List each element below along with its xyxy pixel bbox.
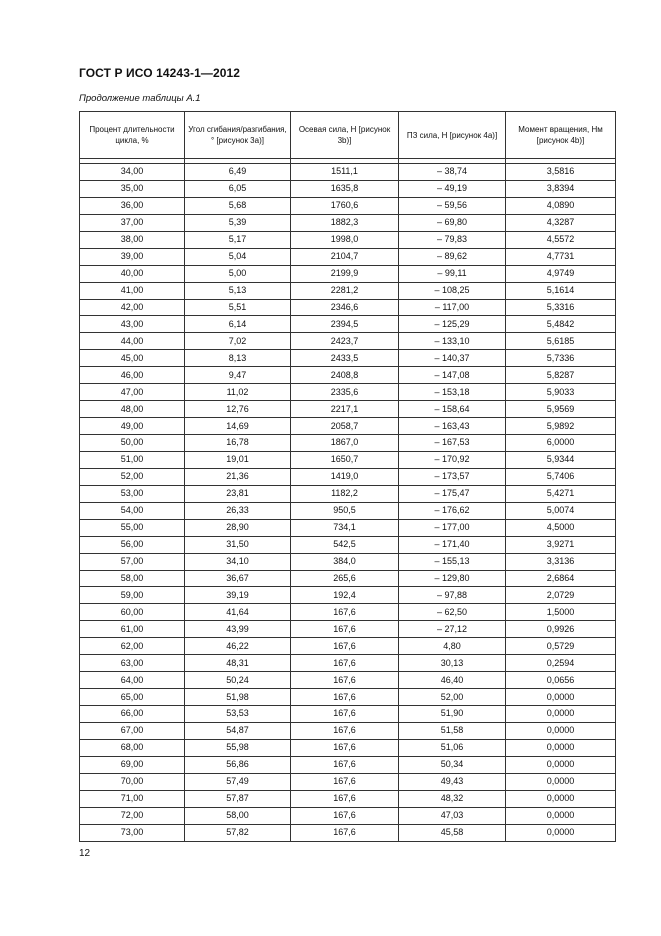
cell-flexion-angle: 53,53 — [185, 706, 291, 723]
cell-ap-force: – 59,56 — [399, 197, 506, 214]
cell-flexion-angle: 5,39 — [185, 214, 291, 231]
cell-axial-force: 734,1 — [291, 519, 399, 536]
cell-torque: 5,7406 — [506, 468, 616, 485]
cell-flexion-angle: 5,00 — [185, 265, 291, 282]
cell-ap-force: – 153,18 — [399, 384, 506, 401]
table-row — [80, 587, 616, 604]
table-row — [80, 553, 616, 570]
cell-cycle-percent: 61,00 — [80, 621, 185, 638]
cell-torque: 2,0729 — [506, 587, 616, 604]
cell-ap-force: – 147,08 — [399, 367, 506, 384]
table-row — [80, 350, 616, 367]
table-row — [80, 689, 616, 706]
table-row — [80, 384, 616, 401]
cell-axial-force: 167,6 — [291, 773, 399, 790]
table-row — [80, 418, 616, 435]
cell-torque: 0,0000 — [506, 689, 616, 706]
cell-flexion-angle: 16,78 — [185, 435, 291, 452]
cell-ap-force: 50,34 — [399, 756, 506, 773]
cell-cycle-percent: 36,00 — [80, 197, 185, 214]
cell-flexion-angle: 5,68 — [185, 197, 291, 214]
cell-axial-force: 1882,3 — [291, 214, 399, 231]
table-row — [80, 468, 616, 485]
cell-torque: 0,0000 — [506, 722, 616, 739]
cell-ap-force: – 133,10 — [399, 333, 506, 350]
cell-axial-force: 2335,6 — [291, 384, 399, 401]
cell-cycle-percent: 41,00 — [80, 282, 185, 299]
cell-torque: 1,5000 — [506, 604, 616, 621]
table-row — [80, 435, 616, 452]
cell-torque: 0,0656 — [506, 672, 616, 689]
cell-torque: 0,5729 — [506, 638, 616, 655]
cell-cycle-percent: 50,00 — [80, 435, 185, 452]
table-row — [80, 536, 616, 553]
table-row — [80, 655, 616, 672]
cell-flexion-angle: 6,14 — [185, 316, 291, 333]
cell-cycle-percent: 45,00 — [80, 350, 185, 367]
table-row — [80, 401, 616, 418]
cell-cycle-percent: 49,00 — [80, 418, 185, 435]
cell-torque: 0,0000 — [506, 773, 616, 790]
cell-cycle-percent: 43,00 — [80, 316, 185, 333]
table-row — [80, 790, 616, 807]
cell-cycle-percent: 54,00 — [80, 502, 185, 519]
cell-cycle-percent: 73,00 — [80, 824, 185, 841]
cell-flexion-angle: 6,49 — [185, 164, 291, 181]
cell-cycle-percent: 52,00 — [80, 468, 185, 485]
cell-axial-force: 167,6 — [291, 604, 399, 621]
cell-flexion-angle: 12,76 — [185, 401, 291, 418]
page-number: 12 — [79, 848, 91, 859]
cell-torque: 5,8287 — [506, 367, 616, 384]
column-header-axial-force: Осевая сила, Н [рисунок 3b)] — [291, 112, 399, 159]
cell-torque: 5,9569 — [506, 401, 616, 418]
table-row — [80, 773, 616, 790]
cell-cycle-percent: 71,00 — [80, 790, 185, 807]
cell-axial-force: 2346,6 — [291, 299, 399, 316]
cell-flexion-angle: 46,22 — [185, 638, 291, 655]
column-header-ap-force: ПЗ сила, Н [рисунок 4a)] — [399, 112, 506, 159]
cell-flexion-angle: 50,24 — [185, 672, 291, 689]
cell-flexion-angle: 56,86 — [185, 756, 291, 773]
cell-cycle-percent: 62,00 — [80, 638, 185, 655]
cell-ap-force: – 69,80 — [399, 214, 506, 231]
cell-cycle-percent: 38,00 — [80, 231, 185, 248]
cell-ap-force: 45,58 — [399, 824, 506, 841]
cell-ap-force: 51,58 — [399, 722, 506, 739]
cell-flexion-angle: 11,02 — [185, 384, 291, 401]
cell-ap-force: – 170,92 — [399, 451, 506, 468]
cell-flexion-angle: 57,87 — [185, 790, 291, 807]
cell-ap-force: – 99,11 — [399, 265, 506, 282]
cell-ap-force: 4,80 — [399, 638, 506, 655]
cell-cycle-percent: 37,00 — [80, 214, 185, 231]
cell-torque: 3,3136 — [506, 553, 616, 570]
table-row — [80, 621, 616, 638]
cell-axial-force: 1182,2 — [291, 485, 399, 502]
cell-flexion-angle: 57,49 — [185, 773, 291, 790]
cell-cycle-percent: 66,00 — [80, 706, 185, 723]
table-row — [80, 485, 616, 502]
table-row — [80, 231, 616, 248]
table-row — [80, 282, 616, 299]
cell-ap-force: – 177,00 — [399, 519, 506, 536]
cell-ap-force: 51,06 — [399, 739, 506, 756]
cell-flexion-angle: 48,31 — [185, 655, 291, 672]
cell-axial-force: 2058,7 — [291, 418, 399, 435]
cell-ap-force: – 38,74 — [399, 164, 506, 181]
cell-axial-force: 384,0 — [291, 553, 399, 570]
cell-flexion-angle: 6,05 — [185, 180, 291, 197]
cell-ap-force: – 79,83 — [399, 231, 506, 248]
column-header-torque: Момент вращения, Нм [рисунок 4b)] — [506, 112, 616, 159]
column-header-cycle-percent: Процент длительности цикла, % — [80, 112, 185, 159]
table-row — [80, 824, 616, 841]
cell-flexion-angle: 26,33 — [185, 502, 291, 519]
cell-ap-force: – 163,43 — [399, 418, 506, 435]
cell-torque: 5,9344 — [506, 451, 616, 468]
cell-flexion-angle: 28,90 — [185, 519, 291, 536]
cell-torque: 3,8394 — [506, 180, 616, 197]
cell-ap-force: – 97,88 — [399, 587, 506, 604]
table-row — [80, 722, 616, 739]
table-row — [80, 672, 616, 689]
cell-torque: 4,9749 — [506, 265, 616, 282]
cell-flexion-angle: 14,69 — [185, 418, 291, 435]
cell-flexion-angle: 34,10 — [185, 553, 291, 570]
cell-flexion-angle: 7,02 — [185, 333, 291, 350]
table-row — [80, 638, 616, 655]
cell-axial-force: 167,6 — [291, 655, 399, 672]
cell-flexion-angle: 8,13 — [185, 350, 291, 367]
cell-axial-force: 167,6 — [291, 807, 399, 824]
cell-cycle-percent: 44,00 — [80, 333, 185, 350]
cell-cycle-percent: 56,00 — [80, 536, 185, 553]
cell-ap-force: – 155,13 — [399, 553, 506, 570]
cell-torque: 5,9033 — [506, 384, 616, 401]
cell-torque: 5,9892 — [506, 418, 616, 435]
cell-cycle-percent: 40,00 — [80, 265, 185, 282]
table-row — [80, 164, 616, 181]
cell-axial-force: 1635,8 — [291, 180, 399, 197]
table-row — [80, 316, 616, 333]
cell-flexion-angle: 5,13 — [185, 282, 291, 299]
cell-torque: 4,0890 — [506, 197, 616, 214]
cell-flexion-angle: 5,51 — [185, 299, 291, 316]
cell-ap-force: – 176,62 — [399, 502, 506, 519]
table-row — [80, 502, 616, 519]
cell-cycle-percent: 68,00 — [80, 739, 185, 756]
cell-flexion-angle: 55,98 — [185, 739, 291, 756]
table-row — [80, 570, 616, 587]
cell-axial-force: 167,6 — [291, 638, 399, 655]
cell-flexion-angle: 23,81 — [185, 485, 291, 502]
cell-ap-force: 48,32 — [399, 790, 506, 807]
cell-cycle-percent: 47,00 — [80, 384, 185, 401]
cell-axial-force: 167,6 — [291, 739, 399, 756]
cell-flexion-angle: 21,36 — [185, 468, 291, 485]
cell-cycle-percent: 72,00 — [80, 807, 185, 824]
cell-ap-force: – 167,53 — [399, 435, 506, 452]
cell-flexion-angle: 58,00 — [185, 807, 291, 824]
cell-ap-force: – 89,62 — [399, 248, 506, 265]
cell-torque: 4,5572 — [506, 231, 616, 248]
cell-torque: 0,2594 — [506, 655, 616, 672]
cell-axial-force: 2394,5 — [291, 316, 399, 333]
cell-ap-force: – 129,80 — [399, 570, 506, 587]
cell-flexion-angle: 36,67 — [185, 570, 291, 587]
cell-axial-force: 542,5 — [291, 536, 399, 553]
cell-flexion-angle: 19,01 — [185, 451, 291, 468]
table-row — [80, 807, 616, 824]
cell-ap-force: 47,03 — [399, 807, 506, 824]
cell-ap-force: – 117,00 — [399, 299, 506, 316]
cell-axial-force: 2423,7 — [291, 333, 399, 350]
cell-ap-force: 49,43 — [399, 773, 506, 790]
cell-ap-force: – 62,50 — [399, 604, 506, 621]
cell-torque: 5,4842 — [506, 316, 616, 333]
cell-torque: 0,0000 — [506, 739, 616, 756]
cell-ap-force: – 158,64 — [399, 401, 506, 418]
cell-flexion-angle: 43,99 — [185, 621, 291, 638]
cell-cycle-percent: 39,00 — [80, 248, 185, 265]
cell-ap-force: – 108,25 — [399, 282, 506, 299]
cell-axial-force: 1867,0 — [291, 435, 399, 452]
table-row — [80, 197, 616, 214]
cell-axial-force: 2217,1 — [291, 401, 399, 418]
document-title: ГОСТ Р ИСО 14243-1—2012 — [79, 66, 241, 80]
cell-torque: 3,5816 — [506, 164, 616, 181]
cell-torque: 0,0000 — [506, 824, 616, 841]
cell-axial-force: 192,4 — [291, 587, 399, 604]
cell-ap-force: – 49,19 — [399, 180, 506, 197]
cell-cycle-percent: 67,00 — [80, 722, 185, 739]
cell-torque: 4,7731 — [506, 248, 616, 265]
table-row — [80, 333, 616, 350]
cell-torque: 0,9926 — [506, 621, 616, 638]
cell-axial-force: 265,6 — [291, 570, 399, 587]
table-row — [80, 367, 616, 384]
cell-axial-force: 167,6 — [291, 824, 399, 841]
cell-axial-force: 1419,0 — [291, 468, 399, 485]
table-row — [80, 739, 616, 756]
cell-cycle-percent: 34,00 — [80, 164, 185, 181]
cell-torque: 0,0000 — [506, 706, 616, 723]
cell-flexion-angle: 54,87 — [185, 722, 291, 739]
cell-torque: 5,7336 — [506, 350, 616, 367]
table-row — [80, 451, 616, 468]
cell-flexion-angle: 57,82 — [185, 824, 291, 841]
cell-torque: 5,6185 — [506, 333, 616, 350]
cell-flexion-angle: 31,50 — [185, 536, 291, 553]
cell-torque: 6,0000 — [506, 435, 616, 452]
cell-flexion-angle: 51,98 — [185, 689, 291, 706]
data-table — [79, 111, 616, 842]
table-row — [80, 604, 616, 621]
table-row — [80, 519, 616, 536]
cell-axial-force: 2104,7 — [291, 248, 399, 265]
cell-ap-force: – 140,37 — [399, 350, 506, 367]
cell-torque: 5,1614 — [506, 282, 616, 299]
cell-torque: 5,3316 — [506, 299, 616, 316]
cell-cycle-percent: 69,00 — [80, 756, 185, 773]
cell-torque: 5,4271 — [506, 485, 616, 502]
table-header-row — [80, 112, 616, 159]
table-row — [80, 299, 616, 316]
cell-torque: 2,6864 — [506, 570, 616, 587]
table-row — [80, 706, 616, 723]
cell-cycle-percent: 55,00 — [80, 519, 185, 536]
cell-axial-force: 167,6 — [291, 621, 399, 638]
cell-ap-force: 51,90 — [399, 706, 506, 723]
table-body — [80, 159, 616, 842]
cell-ap-force: 46,40 — [399, 672, 506, 689]
cell-torque: 0,0000 — [506, 790, 616, 807]
cell-cycle-percent: 60,00 — [80, 604, 185, 621]
cell-axial-force: 167,6 — [291, 756, 399, 773]
cell-cycle-percent: 58,00 — [80, 570, 185, 587]
cell-flexion-angle: 41,64 — [185, 604, 291, 621]
cell-ap-force: 52,00 — [399, 689, 506, 706]
column-header-flexion-angle: Угол сгибания/разгибания, ° [рисунок 3a)] — [185, 112, 291, 159]
cell-ap-force: – 175,47 — [399, 485, 506, 502]
cell-cycle-percent: 42,00 — [80, 299, 185, 316]
cell-axial-force: 2281,2 — [291, 282, 399, 299]
cell-flexion-angle: 9,47 — [185, 367, 291, 384]
cell-axial-force: 167,6 — [291, 790, 399, 807]
cell-torque: 3,9271 — [506, 536, 616, 553]
table-row — [80, 180, 616, 197]
cell-axial-force: 167,6 — [291, 722, 399, 739]
cell-torque: 0,0000 — [506, 756, 616, 773]
cell-cycle-percent: 35,00 — [80, 180, 185, 197]
cell-cycle-percent: 51,00 — [80, 451, 185, 468]
cell-axial-force: 167,6 — [291, 672, 399, 689]
cell-torque: 4,3287 — [506, 214, 616, 231]
cell-axial-force: 167,6 — [291, 706, 399, 723]
cell-flexion-angle: 5,04 — [185, 248, 291, 265]
cell-cycle-percent: 57,00 — [80, 553, 185, 570]
cell-cycle-percent: 59,00 — [80, 587, 185, 604]
cell-ap-force: – 173,57 — [399, 468, 506, 485]
cell-axial-force: 1511,1 — [291, 164, 399, 181]
cell-ap-force: 30,13 — [399, 655, 506, 672]
cell-flexion-angle: 39,19 — [185, 587, 291, 604]
cell-axial-force: 2433,5 — [291, 350, 399, 367]
cell-axial-force: 1760,6 — [291, 197, 399, 214]
cell-axial-force: 167,6 — [291, 689, 399, 706]
cell-cycle-percent: 53,00 — [80, 485, 185, 502]
table-row — [80, 265, 616, 282]
cell-axial-force: 2199,9 — [291, 265, 399, 282]
cell-cycle-percent: 48,00 — [80, 401, 185, 418]
table-row — [80, 248, 616, 265]
cell-ap-force: – 171,40 — [399, 536, 506, 553]
table-row — [80, 756, 616, 773]
cell-torque: 4,5000 — [506, 519, 616, 536]
table-caption: Продолжение таблицы А.1 — [79, 93, 201, 104]
cell-torque: 0,0000 — [506, 807, 616, 824]
cell-axial-force: 1650,7 — [291, 451, 399, 468]
cell-axial-force: 2408,8 — [291, 367, 399, 384]
cell-cycle-percent: 63,00 — [80, 655, 185, 672]
cell-cycle-percent: 64,00 — [80, 672, 185, 689]
cell-ap-force: – 27,12 — [399, 621, 506, 638]
cell-cycle-percent: 65,00 — [80, 689, 185, 706]
cell-torque: 5,0074 — [506, 502, 616, 519]
cell-ap-force: – 125,29 — [399, 316, 506, 333]
cell-cycle-percent: 70,00 — [80, 773, 185, 790]
cell-axial-force: 950,5 — [291, 502, 399, 519]
table-row — [80, 214, 616, 231]
cell-cycle-percent: 46,00 — [80, 367, 185, 384]
cell-axial-force: 1998,0 — [291, 231, 399, 248]
cell-flexion-angle: 5,17 — [185, 231, 291, 248]
